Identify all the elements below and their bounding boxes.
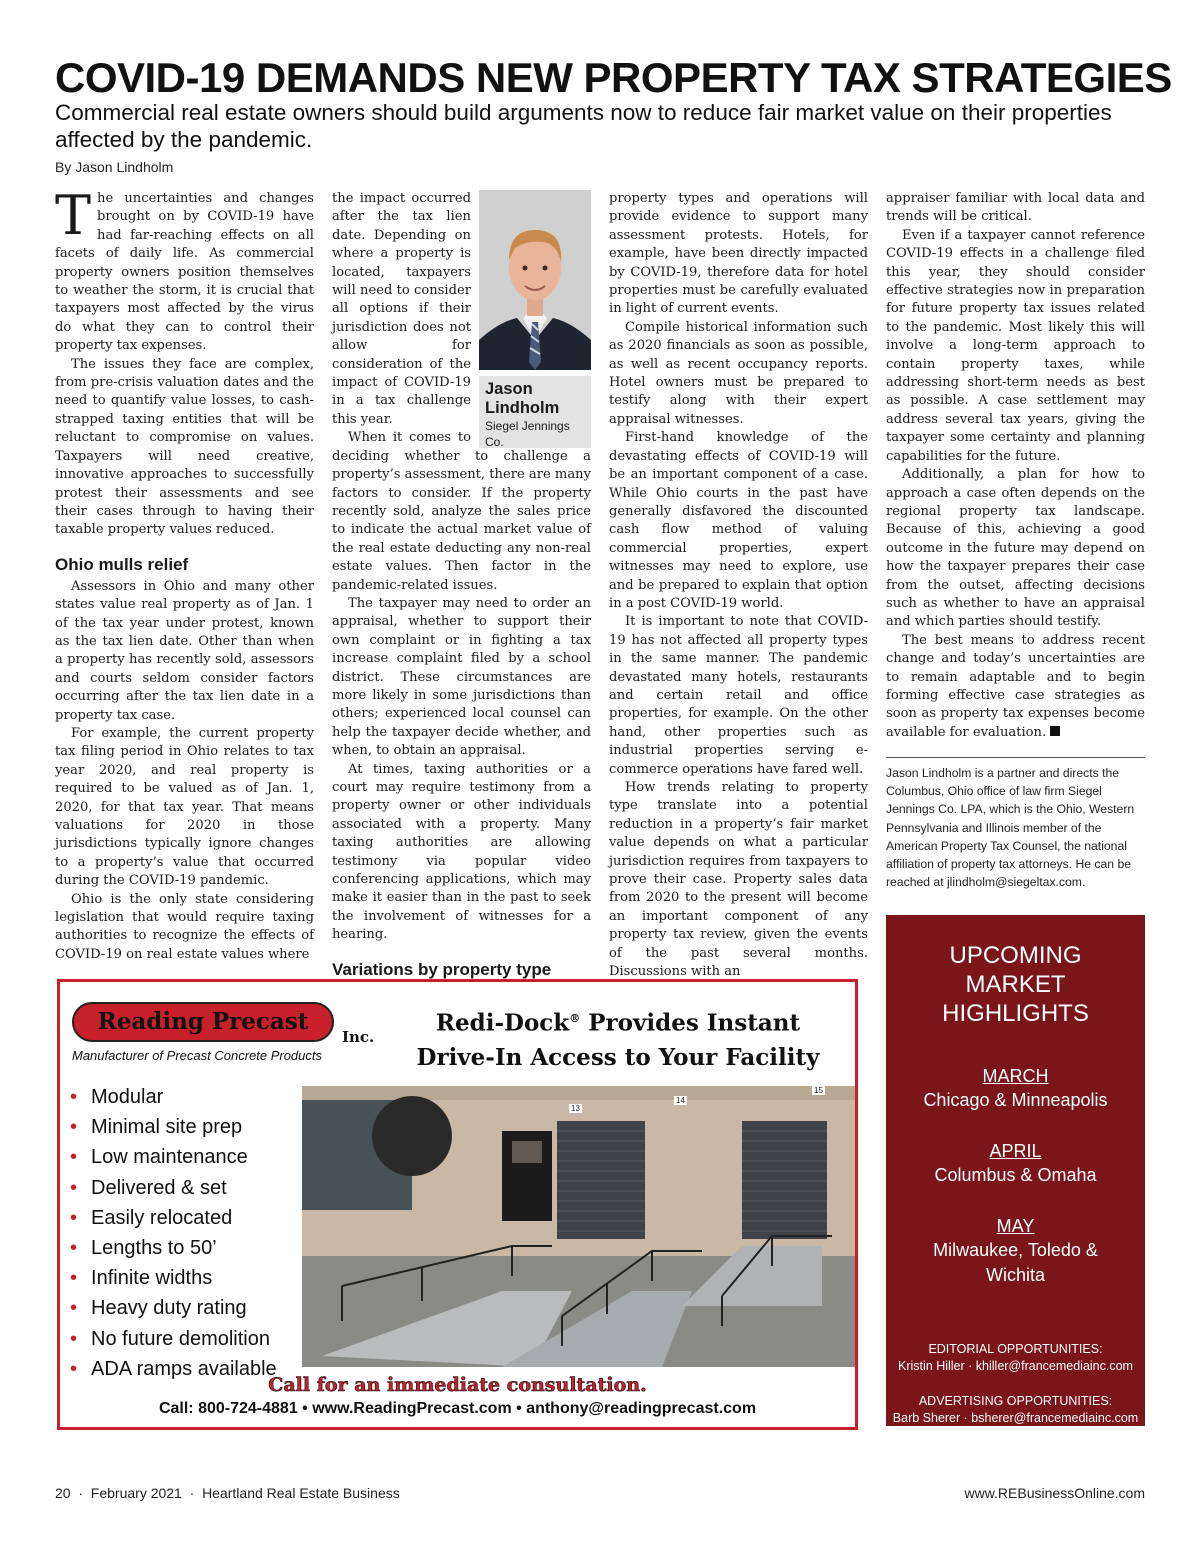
end-mark-icon bbox=[1050, 726, 1060, 736]
ad-feature: • Easily relocated bbox=[70, 1206, 233, 1229]
ad-feature: • Minimal site prep bbox=[70, 1116, 243, 1139]
ad-feature: • Low maintenance bbox=[70, 1146, 248, 1169]
door-number: 15 bbox=[814, 1086, 823, 1095]
ad-feature: • Infinite widths bbox=[70, 1267, 213, 1290]
paragraph: The uncertainties and changes brought on by COVID-19 have had far-reaching effects on all facets of daily life. As commercial property owners position themselves to weather the storm, it is crucial that taxpayers most affected by the virus do what they can to control their property tax expenses. bbox=[55, 184, 314, 354]
paragraph: The taxpayer may need to order an appraisal, whether to support their own complaint or in fighting a tax increase complaint filed by a school district. These circumstances are more likely in some jurisdictions than others; experienced local counsel can help the taxpayer decide whether, and when, to obtain an appraisal. bbox=[332, 595, 591, 759]
byline: By Jason Lindholm bbox=[55, 159, 174, 175]
paragraph: Compile historical information such as 2020 financials as soon as possible, as well as recent occupancy reports. Hotel owners must be prepared to testify along with their expert appraisal witnesses. bbox=[609, 319, 868, 427]
ad-loading-dock-photo bbox=[302, 1086, 855, 1367]
author-bio: Jason Lindholm is a partner and directs the Columbus, Ohio office of law firm Siegel Jennings Co. LPA, which is the Ohio, Western Pennsylvania and Illinois member of the American Property Tax Counsel, the national affiliation of property tax attorneys. He can be reached at jlindholm@siegeltax.com. bbox=[886, 766, 1135, 890]
paragraph: When it comes to deciding whether to challenge a property’s assessment, there are many factors to consider. If the property recently sold, analyze the sales price to indicate the actual market value of the real estate deducting any non-real estate values. Then factor in the pandemic-related issues. bbox=[332, 430, 591, 593]
ad-feature: • Lengths to 50’ bbox=[70, 1237, 217, 1260]
paragraph: The issues they face are complex, from pre-crisis valuation dates and the need to quantify value losses, to cash-strapped taxing entities that will be reluctant to compromise on values. Taxpayers will need creative, innovative approaches to successfully protest their assessments and see their cases through to having their taxable property values reduced. bbox=[55, 356, 314, 538]
sidebar-cities: Chicago & Minneapolis bbox=[923, 1090, 1108, 1110]
sidebar-month: MAY bbox=[996, 1216, 1035, 1236]
ad-logo bbox=[72, 1002, 334, 1042]
door-number: 14 bbox=[676, 1096, 685, 1105]
sidebar-advertising: ADVERTISING OPPORTUNITIES: Barb Sherer · bsherer@francemediainc.com bbox=[886, 1393, 1145, 1427]
author-company: Siegel Jennings Co. bbox=[485, 419, 570, 450]
paragraph: Assessors in Ohio and many other states value real property as of Jan. 1 of the tax year under protest, known as the tax lien date. Other than when a property has recently sold, assessors and courts seldom consider factors occurring after the tax lien date in a property tax case. bbox=[55, 578, 314, 723]
article-column-1 bbox=[55, 184, 314, 970]
headline: COVID-19 DEMANDS NEW PROPERTY TAX STRATEGIES bbox=[55, 54, 1172, 101]
footer-website[interactable]: www.REBusinessOnline.com bbox=[964, 1485, 1145, 1501]
ad-feature-list bbox=[70, 1082, 277, 1384]
sidebar-cities: Milwaukee, Toledo & Wichita bbox=[933, 1240, 1098, 1285]
editorial-contact[interactable]: Kristin Hiller · khiller@francemediainc.com bbox=[898, 1359, 1133, 1373]
ad-feature: • ADA ramps available bbox=[70, 1357, 277, 1380]
sidebar-month-block bbox=[886, 1064, 1145, 1113]
article-column-2 bbox=[332, 190, 591, 979]
author-photo bbox=[479, 190, 591, 370]
paragraph: For example, the current property tax filing period in Ohio relates to tax year 2020, and real property is required to be valued as of Jan. 1, 2020, for that tax year. That means valuations for 2020 in those jurisdictions typically ignore changes to a property’s value that occurred during the COVID-19 pandemic. bbox=[55, 725, 314, 889]
author-name: Jason Lindholm bbox=[485, 380, 560, 418]
sidebar-cities: Columbus & Omaha bbox=[934, 1165, 1097, 1185]
ad-logo-text: Reading Precast bbox=[97, 1008, 309, 1035]
article-column-4 bbox=[886, 190, 1145, 750]
section-heading-variations: Variations by property type bbox=[332, 959, 552, 979]
reading-precast-ad[interactable] bbox=[57, 979, 858, 1430]
paragraph: The best means to address recent change and today’s uncertainties are to remain adaptable and to begin forming effective case strategies as soon as property tax expenses become available for evaluation. bbox=[886, 632, 1145, 740]
author-caption bbox=[479, 376, 591, 448]
door-number: 13 bbox=[571, 1104, 580, 1113]
ad-feature: • No future demolition bbox=[70, 1327, 270, 1350]
paragraph: Even if a taxpayer cannot reference COVID-19 effects in a challenge filed this year, they should consider effective strategies now in preparation for future property tax issues related to the pandemic. Most likely this will involve a long-term approach to contain property taxes, while addressing short-term needs as best as possible. A case settlement may address several tax years, giving the taxpayer some certainty and planning capabilities for the future. bbox=[886, 227, 1145, 464]
sidebar-month: MARCH bbox=[982, 1066, 1049, 1086]
footer-left: 20 · February 2021 · Heartland Real Estate Business bbox=[55, 1485, 400, 1501]
section-heading-ohio: Ohio mulls relief bbox=[55, 554, 189, 574]
advertising-contact[interactable]: Barb Sherer · bsherer@francemediainc.com bbox=[892, 1411, 1139, 1425]
paragraph: Ohio is the only state considering legislation that would require taxing authorities to recognize the effects of COVID-19 on real estate values where bbox=[55, 891, 314, 962]
ad-logo-suffix: Inc. bbox=[342, 1028, 375, 1046]
sidebar-month-block bbox=[886, 1214, 1145, 1288]
ad-contact[interactable]: Call: 800-724-4881 • www.ReadingPrecast.com • anthony@readingprecast.com bbox=[158, 1400, 757, 1417]
paragraph: It is important to note that COVID-19 has not affected all property types in the same manner. The pandemic devastated many hotels, restaurants and certain retail and office properties, for example. On the other hand, other properties such as industrial properties serving e-commerce operations have fared well. bbox=[609, 614, 868, 777]
upcoming-market-highlights bbox=[886, 915, 1145, 1426]
paragraph: First-hand knowledge of the devastating effects of COVID-19 will be an important component of a case. While Ohio courts in the past have generally disfavored the discounted cash flow method of valuing commercial properties, expert witnesses may need to explore, use and be prepared to explain that option in a post COVID-19 world. bbox=[609, 430, 868, 611]
sidebar-editorial: EDITORIAL OPPORTUNITIES: Kristin Hiller · khiller@francemediainc.com bbox=[886, 1341, 1145, 1375]
author-photo-block bbox=[479, 190, 591, 450]
ad-feature: • Delivered & set bbox=[70, 1176, 227, 1199]
article-column-3 bbox=[609, 190, 868, 980]
ad-feature: • Heavy duty rating bbox=[70, 1297, 247, 1320]
divider bbox=[886, 757, 1145, 758]
paragraph: Additionally, a plan for how to approach a case often depends on the regional property tax landscape. Because of this, achieving a good outcome in the future may depend on how the taxpayer prepares their case from the outset, affecting decisions such as whether to have an appraisal and which parties should testify. bbox=[886, 467, 1145, 630]
drop-cap: T bbox=[55, 184, 92, 247]
ad-feature: • Modular bbox=[70, 1086, 164, 1108]
sidebar-month-block bbox=[886, 1139, 1145, 1188]
ad-tagline: Manufacturer of Precast Concrete Products bbox=[72, 1048, 323, 1063]
paragraph: At times, taxing authorities or a court may require testimony from a property owner or other individuals associated with a property. Many taxing authorities are allowing testimony via popular video conferencing applications, which may make it easier than in the past to seek the involvement of witnesses for a hearing. bbox=[332, 761, 591, 943]
ad-headline: Redi-Dock® Provides Instant Drive-In Access to Your Facility bbox=[416, 1009, 820, 1071]
paragraph: appraiser familiar with local data and trends will be critical. bbox=[886, 191, 1145, 225]
sidebar-month: APRIL bbox=[989, 1141, 1042, 1161]
sidebar-title: UPCOMING MARKET HIGHLIGHTS bbox=[942, 942, 1089, 1027]
paragraph: the impact occurred after the tax lien date. Depending on where a property is located, taxpayers will need to consider all options if their jurisdiction does not allow for consideration of the impact of COVID-19 in a tax challenge this year. bbox=[332, 191, 471, 427]
paragraph: property types and operations will provide evidence to support many assessment protests. Hotels, for example, have been directly impacted by COVID-19, therefore data for hotel properties must be carefully evaluated in light of current events. bbox=[609, 191, 868, 317]
ad-cta: Call for an immediate consultation. bbox=[268, 1374, 647, 1396]
subhead: Commercial real estate owners should build arguments now to reduce fair market value on their properties affected by the pandemic. bbox=[55, 100, 1112, 152]
paragraph: How trends relating to property type translate into a potential reduction in a property’s fair market value depends on what a particular jurisdiction requires from taxpayers to prove their case. Property sales data from 2020 to the present will become an important component of any property tax review, given the events of the past several months. Discussions with an bbox=[609, 780, 868, 980]
